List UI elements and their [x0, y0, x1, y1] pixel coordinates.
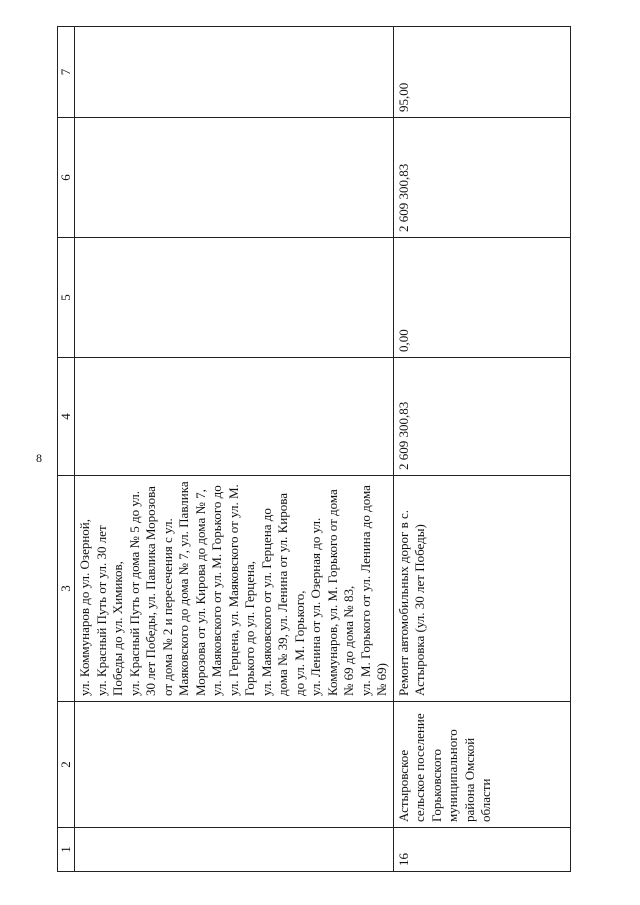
object-description — [393, 476, 571, 702]
table-row — [393, 27, 571, 872]
column-number: 4 — [58, 358, 75, 476]
rotated-table-wrapper — [57, 27, 571, 872]
percent-value — [75, 27, 394, 118]
column-number: 3 — [58, 476, 75, 702]
road-repair-table — [57, 26, 571, 872]
row-number: 16 — [393, 828, 571, 872]
funding-column-5: 0,00 — [393, 238, 571, 358]
object-line: ул. Красный Путь от ул. 30 лет Победы до ул. Химиков, — [93, 525, 125, 696]
object-description — [75, 476, 394, 702]
row-number — [75, 828, 394, 872]
funding-column-6: 2 609 300,83 — [393, 118, 571, 238]
object-line: ул. Маяковского от ул. М. Горького до ул. Герцена, ул. Маяковского от ул. М. Горького до ул. Герцена, — [209, 484, 257, 696]
object-line: ул. Ленина от ул. Озерная до ул. Коммунаров, ул. М. Горького от дома № 69 до дома № 83, — [308, 489, 356, 696]
column-number: 6 — [58, 118, 75, 238]
column-number: 7 — [58, 27, 75, 118]
column-number-row — [58, 27, 75, 872]
funding-column-6 — [75, 118, 394, 238]
percent-value: 95,00 — [393, 27, 571, 118]
settlement-name: Астыровское сельское поселение Горьковского муниципального района Омской области — [393, 702, 571, 828]
column-number: 1 — [58, 828, 75, 872]
object-line: ул. Коммунаров до ул. Озерной, — [77, 519, 92, 696]
settlement-name — [75, 702, 394, 828]
funding-column-5 — [75, 238, 394, 358]
table-row — [75, 27, 394, 872]
column-number: 2 — [58, 702, 75, 828]
page-number: 8 — [36, 451, 42, 465]
object-line: Ремонт автомобильных дорог в с. Астыровка (ул. 30 лет Победы) — [395, 509, 427, 696]
column-number: 5 — [58, 238, 75, 358]
funding-total: 2 609 300,83 — [393, 358, 571, 476]
object-line: ул. Красный Путь от дома № 5 до ул. 30 лет Победы, ул. Павлика Морозова от дома № 2 и пересечения с ул. Маяковского до дома № 7, ул. Павлика Морозова от ул. Кирова до дома № 7, — [126, 481, 208, 696]
object-line: ул. М. Горького от ул. Ленина до дома № 69) — [357, 485, 389, 696]
object-line: ул. Маяковского от ул. Герцена до дома № 39, ул. Ленина от ул. Кирова до ул. М. Горького, — [258, 492, 307, 696]
funding-total — [75, 358, 394, 476]
